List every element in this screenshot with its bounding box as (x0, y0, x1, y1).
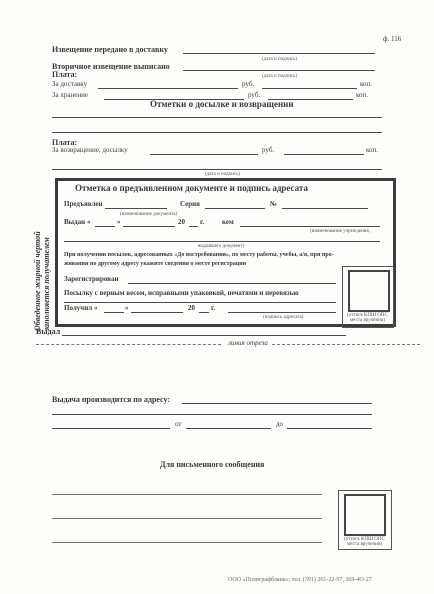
issued-year-g: г. (200, 218, 205, 226)
footer-text: ООО «Полиграфбланк», тел. (391) 261-22-97, 269-4О-27 (228, 577, 372, 583)
received-month-line[interactable] (131, 312, 183, 313)
issued-quote-close: » (117, 218, 121, 226)
message-line-3[interactable] (52, 542, 322, 543)
cut-line-left (36, 344, 221, 345)
stamp-lower-caption-2: места вручения) (347, 542, 382, 547)
delivery-fee-label: За доставку (52, 80, 88, 88)
delivery-rub-line[interactable] (98, 88, 238, 89)
delivery-rub-label: руб. (242, 80, 255, 88)
payment-label-2: Плата: (52, 138, 78, 147)
received-year-g: г. (211, 304, 216, 312)
payment-label: Плата: (52, 70, 78, 79)
deliver-address-line-2[interactable] (52, 414, 372, 415)
deliver-address-line[interactable] (182, 403, 372, 404)
issued-year-20: 20 (178, 218, 185, 226)
poste-restante-note-1: При получении посылок, адресованных «До востребования», по месту работы, учебы, а/я, при про- (64, 252, 334, 258)
issued-day-line[interactable] (95, 226, 115, 227)
message-line-2[interactable] (52, 518, 322, 519)
return-rub-label: руб. (262, 146, 275, 154)
storage-fee-label: За хранение (52, 91, 88, 99)
received-quote-close: » (125, 304, 129, 312)
doc-name-caption: (наименование документа) (120, 212, 178, 217)
issued-label: Выдан « (64, 218, 91, 226)
issued-by-label: кем (222, 218, 234, 226)
notice-transferred-caption: (дата и подпись) (262, 57, 298, 62)
presented-label: Предъявлен (64, 200, 103, 208)
issued-year-line[interactable] (189, 226, 198, 227)
document-box-title: Отметка о предъявленном документе и подпись адресата (75, 183, 308, 193)
parcel-check-line[interactable] (64, 302, 336, 303)
poste-restante-note-2: живании по другому адресу укажите сведения о месте регистрации (64, 261, 247, 267)
return-signature-caption: (дата и подпись) (205, 172, 241, 177)
issued-by-line[interactable] (240, 226, 380, 227)
return-kop-line[interactable] (284, 154, 364, 155)
recipient-signature-caption: (подпись адресата) (263, 315, 304, 320)
issued-doc-caption: выдавшего документ) (198, 244, 245, 249)
number-label: № (270, 200, 278, 208)
to-line[interactable] (287, 428, 372, 429)
parcel-check-text: Посылку с верным весом, исправными упаковкой, печатями и перевязью (64, 289, 299, 297)
storage-rub-label: руб. (248, 91, 261, 99)
number-line[interactable] (282, 208, 368, 209)
registered-label: Зарегистрирован (64, 275, 119, 283)
cut-line-label: линия отреза (228, 339, 268, 347)
notice-transferred-label: Извещение передано в доставку (52, 45, 168, 54)
delivery-kop-label: коп. (360, 80, 373, 88)
to-label: до (276, 420, 284, 428)
series-label: Серия (180, 200, 200, 208)
received-day-line[interactable] (104, 312, 124, 313)
stamp-caption-1: (оттиск КПШ ОПС (347, 313, 388, 318)
stamp-square[interactable] (348, 270, 390, 312)
recipient-signature-line[interactable] (228, 312, 336, 313)
vertical-note-2: заполняется получателем (42, 237, 51, 331)
registered-line[interactable] (128, 283, 336, 284)
issued-by-clerk-label: Выдал (36, 327, 61, 336)
notes-title: Отметки о досылке и возвращении (150, 99, 294, 109)
hours-prefix-line[interactable] (52, 428, 170, 429)
secondary-notice-label: Вторичное извещение выписано (52, 62, 170, 71)
received-year-line[interactable] (199, 312, 209, 313)
issued-by-clerk-line[interactable] (62, 335, 346, 336)
notice-transferred-line[interactable] (183, 53, 375, 54)
stamp-square-lower[interactable] (344, 494, 386, 536)
secondary-notice-line[interactable] (183, 70, 375, 71)
return-signature-line[interactable] (52, 169, 382, 170)
series-line[interactable] (205, 208, 265, 209)
cut-line-right (272, 344, 420, 345)
notes-line-1[interactable] (52, 117, 382, 118)
notes-line-2[interactable] (52, 132, 382, 133)
return-fee-label: За возвращение, досылку (52, 146, 128, 154)
stamp-caption-2: места вручения) (350, 318, 385, 323)
received-year-20: 20 (188, 304, 195, 312)
return-kop-label: коп. (366, 146, 379, 154)
form-number: ф. 116 (383, 35, 402, 43)
delivery-kop-line[interactable] (262, 88, 357, 89)
secondary-notice-caption: (дата и подпись) (262, 74, 298, 79)
received-label: Получил « (64, 304, 98, 312)
written-message-title: Для письменного сообщения (160, 460, 265, 469)
from-line[interactable] (186, 428, 271, 429)
deliver-address-label: Выдача производится по адресу: (52, 395, 171, 404)
issued-by-line-2[interactable] (64, 241, 380, 242)
institution-caption: (наименование учреждения, (310, 229, 370, 234)
issued-month-line[interactable] (123, 226, 175, 227)
return-rub-line[interactable] (150, 154, 258, 155)
message-line-1[interactable] (52, 494, 322, 495)
vertical-note-1: Обведенное жирной чертой (33, 231, 42, 331)
stamp-lower-caption-1: (оттиск КПШ ОПС (344, 537, 385, 542)
presented-line[interactable] (105, 208, 167, 209)
from-label: от (175, 420, 182, 428)
storage-kop-label: коп. (356, 91, 369, 99)
